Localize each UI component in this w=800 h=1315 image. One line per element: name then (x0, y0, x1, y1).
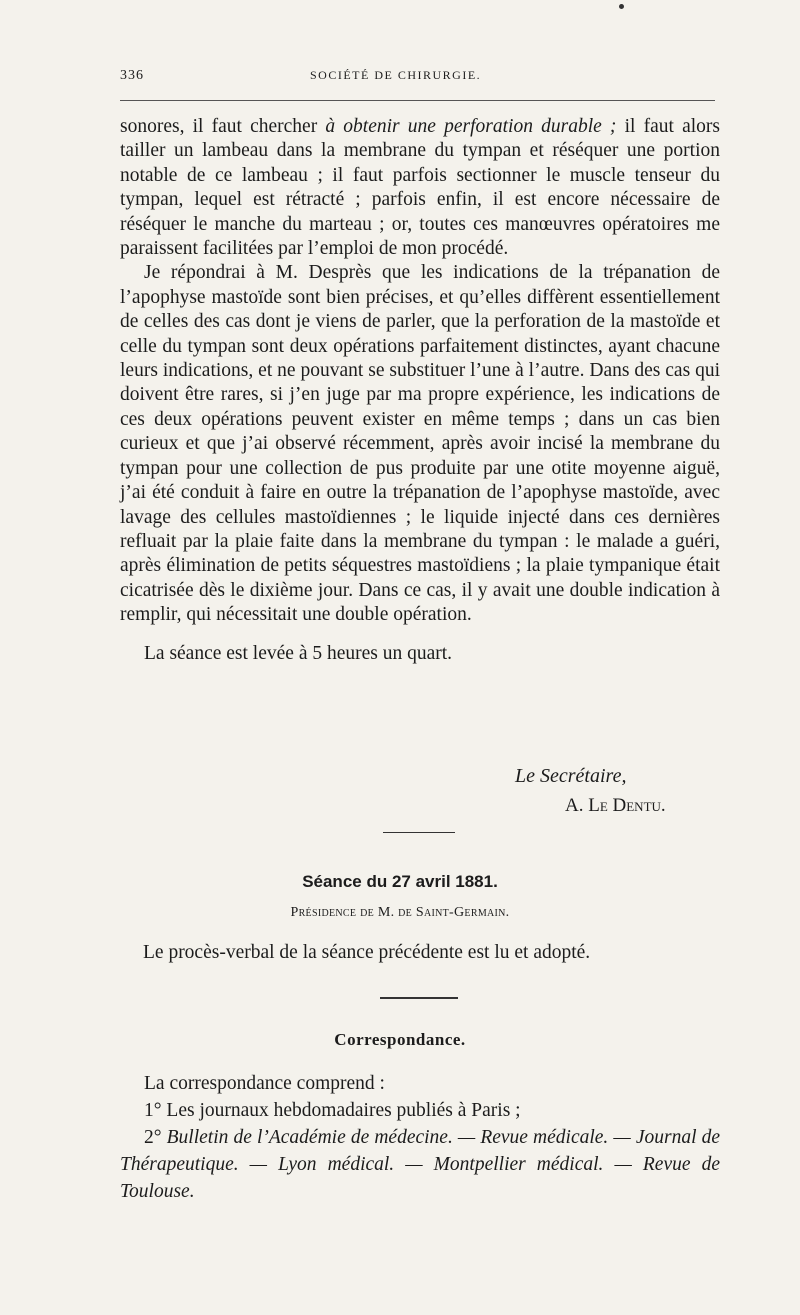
ink-speck (619, 4, 624, 9)
section-divider (380, 997, 458, 999)
session-title: Séance du 27 avril 1881. (302, 872, 498, 891)
paragraph-2: Je répondrai à M. Desprès que les indications de la trépanation de l’apophyse mastoïde sont bien précises, et qu’elles diffèrent essentiellement de celles des cas dont je viens de parler, que la perforation de la mastoïde et celle du tympan sont deux opérations parfaitement distinctes, ayant chacune leurs indications, et ne pouvant se substituer l’une à l’autre. Dans des cas qui doivent être rares, si j’en juge par ma propre expérience, les indications de ces deux opérations peuvent exister en même temps ; dans un cas bien curieux et que j’ai observé récemment, après avoir incisé la membrane du tympan pour une collection de pus produite par une otite moyenne aiguë, j’ai été conduit à faire en outre la trépanation de l’apophyse mastoïde, avec lavage des cellules mastoïdiennes ; le liquide injecté dans ces dernières refluait par la plaie faite dans la membrane du tympan : le malade a guéri, après élimination de petits séquestres mastoïdiens ; la plaie tympanique était cicatrisée dès le dixième jour. Dans ce cas, il y avait une double indication à remplir, qui nécessitait une double opération. (120, 262, 720, 626)
body-text (120, 115, 720, 666)
session-presidence: Présidence de M. de Saint-Germain. (290, 905, 510, 920)
correspondance-title: Correspondance. (334, 1030, 466, 1049)
proces-verbal: Le procès-verbal de la séance précédente est lu et adopté. (143, 942, 591, 963)
signature-title: Le Secrétaire, (515, 765, 627, 787)
paragraph-1: sonores, il faut chercher à obtenir une perforation durable ; il faut alors tailler un lambeau dans la membrane du tympan et réséquer une portion notable de ce lambeau ; il faut parfois sectionner le muscle tenseur du tympan, lequel est rétracté ; parfois enfin, il est encore nécessaire de réséquer le manche du marteau ; or, toutes ces manœuvres opératoires me paraissent facilitées par l’emploi de mon procédé. (120, 116, 720, 260)
spacer (120, 628, 720, 642)
signature-name: A. Le Dentu. (565, 795, 666, 816)
page-header (120, 68, 715, 90)
closing-line: La séance est levée à 5 heures un quart. (144, 642, 453, 664)
correspondance-item-2: 2° Bulletin de l’Académie de médecine. — Revue médicale. — Journal de Thérapeutique. — Lyon médical. — Montpellier médical. — Revue de Toulouse. (120, 1127, 720, 1202)
correspondance-body (120, 1070, 720, 1205)
section-divider (383, 832, 455, 833)
page-number: 336 (120, 68, 144, 83)
header-rule (120, 100, 715, 101)
correspondance-item-1: 1° Les journaux hebdomadaires publiés à Paris ; (144, 1100, 521, 1121)
emphasis: à obtenir une perforation durable ; (325, 116, 617, 137)
running-title: SOCIÉTÉ DE CHIRURGIE. (310, 68, 482, 82)
correspondance-intro: La correspondance comprend : (144, 1073, 385, 1094)
